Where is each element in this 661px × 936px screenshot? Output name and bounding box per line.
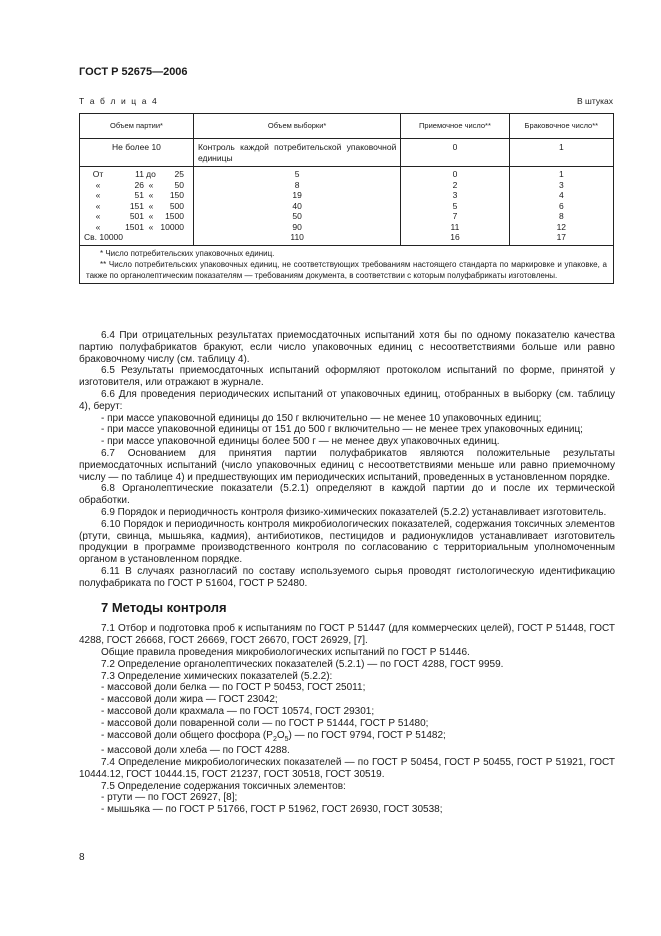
paragraph-6-9: 6.9 Порядок и периодичность контроля физико-химических показателей (5.2.2) устанавливает изготовитель. (101, 506, 607, 518)
reject-number-value: 8 (558, 211, 564, 221)
reject-number-value: 4 (558, 190, 564, 200)
sample-size-value: 5 (294, 169, 300, 179)
list-item: - массовой доли жира — ГОСТ 23042; (101, 694, 278, 706)
party-size-part: « (148, 200, 154, 211)
party-size-part: 10000 (160, 221, 184, 232)
paragraph-6-8: 6.8 Органолептические показатели (5.2.1) определяют в каждой партии до и после их термической обработки. (79, 483, 615, 507)
accept-number-values (405, 169, 504, 243)
party-size-part: до (146, 169, 156, 179)
document-header: ГОСТ Р 52675—2006 (79, 66, 188, 78)
section-heading: 7 Методы контроля (101, 599, 227, 615)
sample-size-value: 90 (292, 221, 302, 232)
paragraph-7-4: 7.4 Определение микробиологических показателей — по ГОСТ Р 50454, ГОСТ Р 50455, ГОСТ Р 51921, ГОСТ 10444.12, ГОСТ 10444.15, ГОСТ 21237, ГОСТ 30518, ГОСТ 30519. (79, 757, 615, 780)
party-size-part: 500 (169, 200, 184, 211)
accept-number-cell: 0 (401, 139, 509, 167)
party-size-part: 26 (134, 179, 144, 190)
phosphorus-text: - массовой доли общего фосфора (Р (101, 729, 273, 741)
paragraph-6-7: 6.7 Основанием для принятия партии полуфабрикатов являются положительные результаты приемосдаточных испытаний (число упаковочных единиц с несоответствиями меньше или равно приемочному числу — по таблице 4) и предшествующих им периодических испытаний, проведенных в установленном порядке. (79, 447, 615, 483)
paragraph-7-1: 7.1 Отбор и подготовка проб к испытаниям по ГОСТ Р 51447 (для коммерческих целей), ГОСТ Р 51448, ГОСТ 4288, ГОСТ 26668, ГОСТ 26669, ГОСТ 26670, ГОСТ 26929, [7]. (79, 623, 615, 647)
party-size-part: « (148, 211, 154, 221)
accept-number-list (401, 167, 509, 246)
accept-number-value: 3 (452, 190, 458, 200)
sampling-table (79, 113, 614, 284)
subscript: 5 (284, 735, 289, 743)
party-size-part: 150 (169, 190, 184, 200)
party-size-value (84, 201, 189, 212)
column-header: Объем выборки* (193, 114, 400, 139)
accept-number-value: 0 (452, 169, 458, 179)
party-size-part: 50 (174, 179, 184, 190)
reject-number-list (509, 167, 613, 246)
party-size-part: 1500 (165, 211, 184, 221)
paragraph-7-5: 7.5 Определение содержания токсичных элементов: (101, 780, 346, 792)
footnote: * Число потребительских упаковочных единиц. (100, 248, 275, 258)
party-size-value (84, 180, 189, 191)
sample-size-value: 19 (292, 190, 302, 200)
party-size-part: « (148, 221, 154, 232)
subscript: 2 (272, 735, 277, 743)
list-item: - мышьяка — по ГОСТ Р 51766, ГОСТ Р 51962, ГОСТ 26930, ГОСТ 30538; (101, 804, 443, 816)
reject-number-value: 3 (558, 179, 564, 190)
party-size-part: « (148, 179, 154, 190)
document-body (79, 330, 615, 816)
reject-number-value: 6 (558, 200, 564, 211)
phosphorus-methods: ) — по ГОСТ 9794, ГОСТ Р 51482; (288, 729, 446, 741)
sample-size-value: 8 (294, 179, 300, 190)
accept-number-value: 16 (450, 232, 460, 242)
table-header-row (80, 114, 614, 139)
table-caption: Т а б л и ц а 4 (79, 96, 159, 106)
party-size-cell: Не более 10 (80, 139, 194, 167)
footnote: ** Число потребительских упаковочных единиц, не соответствующих требованиям настоящего стандарта по маркировке и упаковке, а также по органолептическим показателям — требованиям документа, в соответствии с которым полуфабрикаты изготовлены. (86, 259, 607, 280)
party-size-part: « (95, 179, 101, 190)
table-row (80, 139, 614, 167)
list-item (79, 730, 615, 746)
party-size-part: От (92, 169, 104, 179)
list-item: - при массе упаковочной единицы до 150 г включительно — не менее 10 упаковочных единиц; (101, 412, 542, 424)
party-size-part: 25 (174, 169, 184, 179)
table-unit: В штуках (577, 96, 613, 106)
table-footnotes (80, 245, 614, 283)
party-size-value (84, 190, 189, 201)
paragraph-6-10: 6.10 Порядок и периодичность контроля микробиологических показателей, содержания токсичных элементов (ртути, свинца, мышьяка, кадмия), антибиотиков, пестицидов и радионуклидов устанавливает изготовитель продукции в программе производственного контроля по согласованию с территориальным уполномоченным органом в установленном порядке. (79, 518, 615, 566)
page-number: 8 (79, 852, 85, 863)
paragraph-6-11: 6.11 В случаях разногласий по составу используемого сырья проводят гистологическую идентификацию полуфабриката по ГОСТ Р 51604, ГОСТ Р 52480. (79, 565, 615, 589)
paragraph-7-3: 7.3 Определение химических показателей (5.2.2): (101, 670, 333, 682)
sample-size-value: 50 (292, 211, 302, 221)
party-size-part: « (95, 221, 101, 232)
paragraph-6-5: 6.5 Результаты приемосдаточных испытаний оформляют протоколом испытаний по форме, принятой у изготовителя, или отражают в журнале. (79, 365, 615, 389)
paragraph-6-4: 6.4 При отрицательных результатах приемосдаточных испытаний хотя бы по одному показателю качества партию полуфабрикатов бракуют, если число упаковочных единиц с несоответствиями больше или равно браковочному числу (см. таблицу 4). (79, 330, 615, 365)
reject-number-values (514, 169, 609, 243)
party-size-part: 11 (135, 169, 144, 179)
party-size-value (84, 169, 189, 180)
list-item: - при массе упаковочной единицы более 500 г — не менее двух упаковочных единиц. (101, 436, 500, 448)
party-size-part: « (95, 200, 101, 211)
accept-number-value: 11 (450, 221, 460, 232)
reject-number-value: 17 (556, 232, 567, 242)
list-item: - при массе упаковочной единицы от 151 до 500 г включительно — не менее трех упаковочных единиц; (101, 424, 583, 436)
paragraph-7-2: 7.2 Определение органолептических показателей (5.2.1) — по ГОСТ 4288, ГОСТ 9959. (101, 658, 504, 670)
reject-number-value: 12 (556, 221, 567, 232)
list-item: - массовой доли хлеба — по ГОСТ 4288. (101, 745, 290, 757)
sample-size-values (198, 169, 396, 243)
party-size-list (80, 167, 194, 246)
table-footnotes-row (80, 245, 614, 283)
sample-size-cell: Контроль каждой потребительской упаковочной единицы (193, 139, 400, 167)
party-size-part: « (95, 211, 101, 221)
party-size-part: « (95, 190, 101, 200)
reject-number-cell: 1 (509, 139, 613, 167)
party-size-value (84, 222, 189, 233)
party-size-part: 151 (129, 200, 144, 211)
party-size-values (84, 169, 189, 243)
sample-size-value: 110 (290, 232, 304, 242)
party-size-part: 501 (129, 211, 144, 221)
party-size-value: Св. 10000 (84, 232, 124, 242)
accept-number-value: 7 (452, 211, 458, 221)
party-size-part: 1501 (125, 221, 144, 232)
list-item: - массовой доли крахмала — по ГОСТ 10574, ГОСТ 29301; (101, 705, 375, 717)
list-item: - массовой доли поваренной соли — по ГОСТ Р 51444, ГОСТ Р 51480; (101, 717, 429, 729)
list-item: - массовой доли белка — по ГОСТ Р 50453, ГОСТ 25011; (101, 682, 366, 694)
column-header: Приемочное число** (401, 114, 509, 139)
table-row (80, 167, 614, 246)
list-item: - ртути — по ГОСТ 26927, [8]; (101, 792, 238, 804)
oxygen-text: O (276, 729, 285, 741)
accept-number-value: 5 (452, 200, 458, 211)
paragraph-7-1-note: Общие правила проведения микробиологических испытаний по ГОСТ Р 51446. (101, 646, 470, 658)
party-size-part: 51 (134, 190, 144, 200)
sample-size-list (193, 167, 400, 246)
reject-number-value: 1 (558, 169, 564, 179)
accept-number-value: 2 (452, 179, 458, 190)
sample-size-value: 40 (292, 200, 302, 211)
party-size-value (84, 211, 189, 222)
column-header: Объем партии* (80, 114, 194, 139)
column-header: Браковочное число** (509, 114, 613, 139)
paragraph-6-6: 6.6 Для проведения периодических испытаний от упаковочных единиц, отобранных в выборку (см. таблицу 4), берут: (79, 388, 615, 412)
party-size-part: « (148, 190, 154, 200)
